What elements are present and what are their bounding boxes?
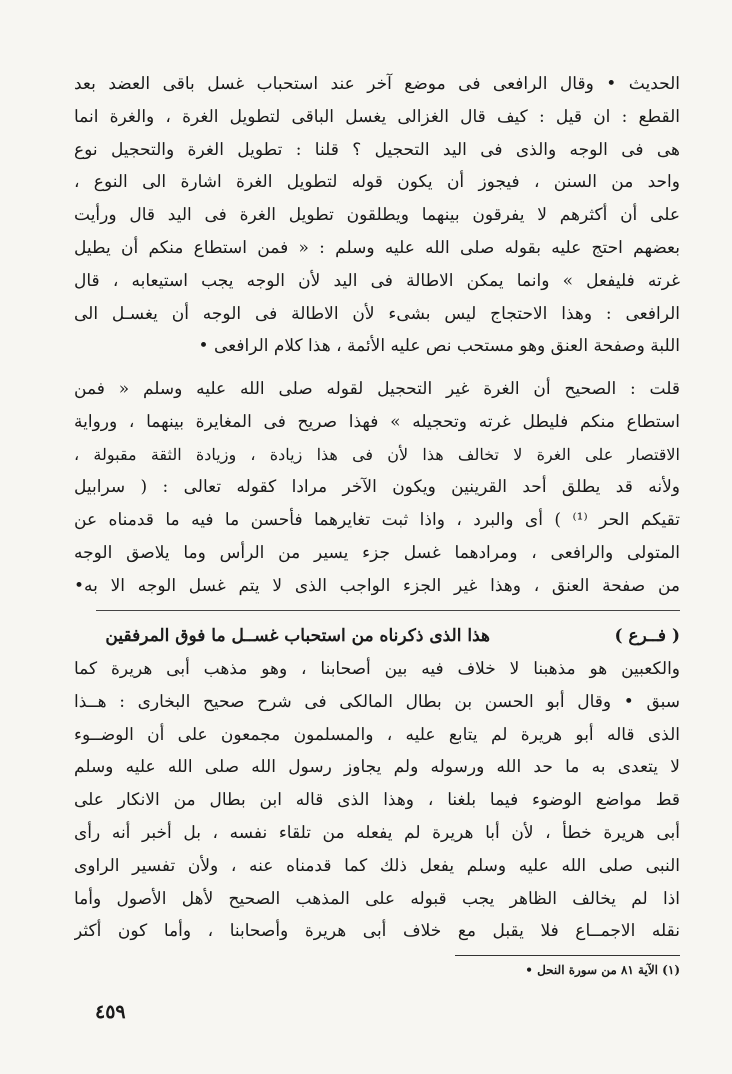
text-line: واحد من السنن ، فيجوز أن يكون قوله لتطويل الغرة اشارة الى النوع ، xyxy=(74,172,680,193)
text-line: من صفحة العنق ، وهذا غير الجزء الواجب الذى لا يتم غسل الوجه الا به• xyxy=(74,575,680,596)
text-line: اذا لم يخالف الظاهر يجب قبوله على المذهب الصحيح لأهل الأصول وأما xyxy=(74,888,680,909)
text-line: ولأنه قد يطلق أحد القرينين ويكون الآخر مرادا كقوله تعالى : ( سرابيل xyxy=(74,477,680,498)
section-heading-text: هذا الذى ذكرناه من استحباب غســل ما فوق المرفقين xyxy=(105,626,490,646)
text-line: والكعبين هو مذهبنا لا خلاف فيه بين أصحابنا ، وهو مذهب أبى هريرة كما xyxy=(74,659,680,679)
text-line: استطاع منكم فليطل غرته وتحجيله » فهذا صريح فى المغايرة بينهما ، ورواية xyxy=(74,411,680,432)
section-divider xyxy=(96,610,680,611)
paragraph-2 xyxy=(74,373,680,603)
text-line: لا يتعدى به ما حد الله ورسوله ولم يجاوز رسول الله صلى الله عليه وسلم xyxy=(74,757,680,778)
text-line: قط مواضع الوضوء فيما بلغنا ، وهذا الذى قاله ابن بطال من الانكار على xyxy=(74,790,680,811)
text-line: الذى قاله أبو هريرة لم يتابع عليه ، والمسلمون مجمعون على أن الوضــوء xyxy=(74,724,680,745)
footnote-divider xyxy=(455,955,680,956)
text-line: الرافعى : وهذا الاحتجاج ليس بشىء لأن الاطالة فى الوجه أن يغسـل الى xyxy=(74,303,680,324)
text-line: أبى هريرة خطأ ، لأن أبا هريرة لم يفعله من تلقاء نفسه ، بل أخبر أنه رأى xyxy=(74,822,680,843)
text-line: قلت : الصحيح أن الغرة غير التحجيل لقوله صلى الله عليه وسلم « فمن xyxy=(74,379,680,399)
text-line: تقيكم الحر ⁽¹⁾ ) أى والبرد ، واذا ثبت تغايرهما فأحسن ما فيه ما قدمناه عن xyxy=(74,510,680,531)
paragraph-1 xyxy=(74,68,680,363)
text-line: القطع : ان قيل : كيف قال الغزالى يغسل الباقى لتطويل الغرة ، والغرة انما xyxy=(74,106,680,127)
text-line: بعضهم احتج عليه بقوله صلى الله عليه وسلم : « فمن استطاع منكم أن يطيل xyxy=(74,237,680,258)
text-line: غرته فليفعل » وانما يمكن الاطالة فى اليد لأن الوجه يجب استيعابه ، قال xyxy=(74,270,680,291)
footnote: (١) الآية ٨١ من سورة النحل • xyxy=(525,963,680,977)
text-line: الاقتصار على الغرة لا تخالف هذا لأن فى هذا زيادة ، وزيادة الثقة مقبولة ، xyxy=(74,444,680,464)
page-number: ٤٥٩ xyxy=(95,1001,126,1023)
text-line: نقله الاجمــاع فلا يقبل مع خلاف أبى هريرة وأصحابنا ، وأما كون أكثر xyxy=(74,921,680,942)
section-heading xyxy=(74,620,680,653)
text-line: النبى صلى الله عليه وسلم يفعل ذلك كما قدمناه عنه ، ولأن تفسير الراوى xyxy=(74,855,680,876)
paragraph-3 xyxy=(74,653,680,948)
text-line: هى فى الوجه والذى فى اليد التحجيل ؟ قلنا : تطويل الغرة والتحجيل نوع xyxy=(74,139,680,160)
text-line: على أن أكثرهم لا يفرقون بينهما ويطلقون تطويل الغرة فى اليد قال ورأيت xyxy=(74,205,680,226)
text-line: اللبة وصفحة العنق وهو مستحب نص عليه الأئمة ، هذا كلام الرافعى • xyxy=(198,336,680,357)
text-line: سبق • وقال أبو الحسن بن بطال المالكى فى شرح صحيح البخارى : هــذا xyxy=(74,691,680,712)
text-line: الحديث • وقال الرافعى فى موضع آخر عند استحباب غسل باقى العضد بعد xyxy=(74,74,680,94)
text-line: المتولى والرافعى ، ومرادهما غسل جزء يسير من الرأس وما يلاصق الوجه xyxy=(74,542,680,563)
section-heading-label: ( فــرع ) xyxy=(614,626,680,646)
